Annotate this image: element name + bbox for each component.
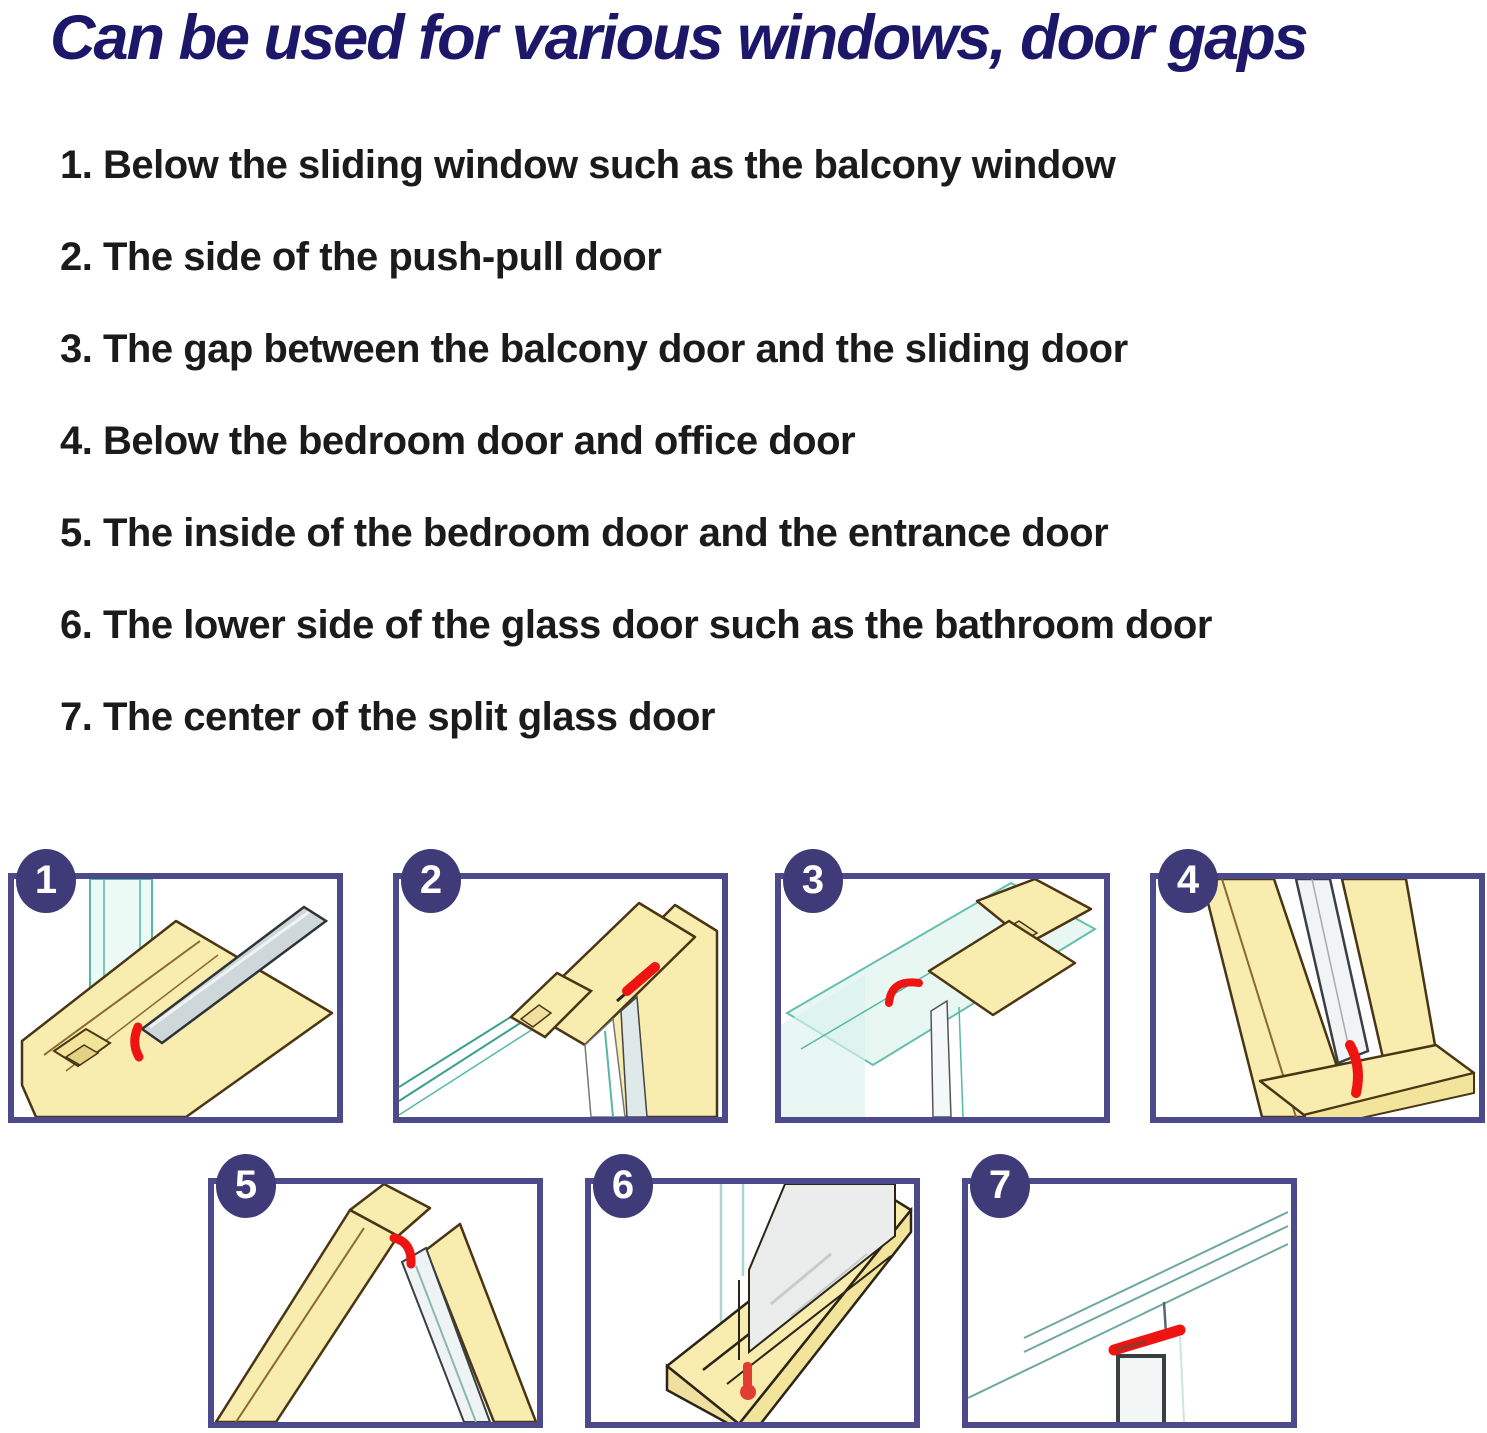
list-item: 7. The center of the split glass door: [60, 695, 715, 739]
figure-number-badge: 4: [1158, 849, 1218, 913]
figure-number-badge: 6: [593, 1154, 653, 1218]
list-item: 3. The gap between the balcony door and the sliding door: [60, 327, 1128, 371]
gap-balcony-sliding-door-icon: [781, 879, 1104, 1117]
below-bedroom-office-door-icon: [1156, 879, 1479, 1117]
figure-panel-6: [585, 1163, 920, 1428]
inside-bedroom-entrance-door-icon: [214, 1184, 537, 1422]
center-split-glass-door-icon: [968, 1184, 1291, 1422]
figure-panel-5: [208, 1163, 543, 1428]
side-of-push-pull-door-icon: [399, 879, 722, 1117]
figure-panel-7: [962, 1163, 1297, 1428]
list-item: 5. The inside of the bedroom door and the entrance door: [60, 511, 1109, 555]
figure-number-badge: 1: [16, 849, 76, 913]
figure-panel-1: [8, 858, 343, 1123]
list-item: 2. The side of the push-pull door: [60, 235, 662, 279]
list-item: 6. The lower side of the glass door such as the bathroom door: [60, 603, 1212, 647]
lower-side-glass-door-icon: [591, 1184, 914, 1422]
figure-number-badge: 3: [783, 849, 843, 913]
below-sliding-window-track-icon: [14, 879, 337, 1117]
figure-number-badge: 7: [970, 1154, 1030, 1218]
figure-panel-3: [775, 858, 1110, 1123]
list-item: 1. Below the sliding window such as the balcony window: [60, 143, 1116, 187]
page-title: Can be used for various windows, door gaps: [50, 3, 1307, 73]
figure-panel-4: [1150, 858, 1485, 1123]
figure-number-badge: 5: [216, 1154, 276, 1218]
list-item: 4. Below the bedroom door and office door: [60, 419, 856, 463]
uses-list: [60, 142, 1212, 786]
figure-panel-2: [393, 858, 728, 1123]
figure-number-badge: 2: [401, 849, 461, 913]
